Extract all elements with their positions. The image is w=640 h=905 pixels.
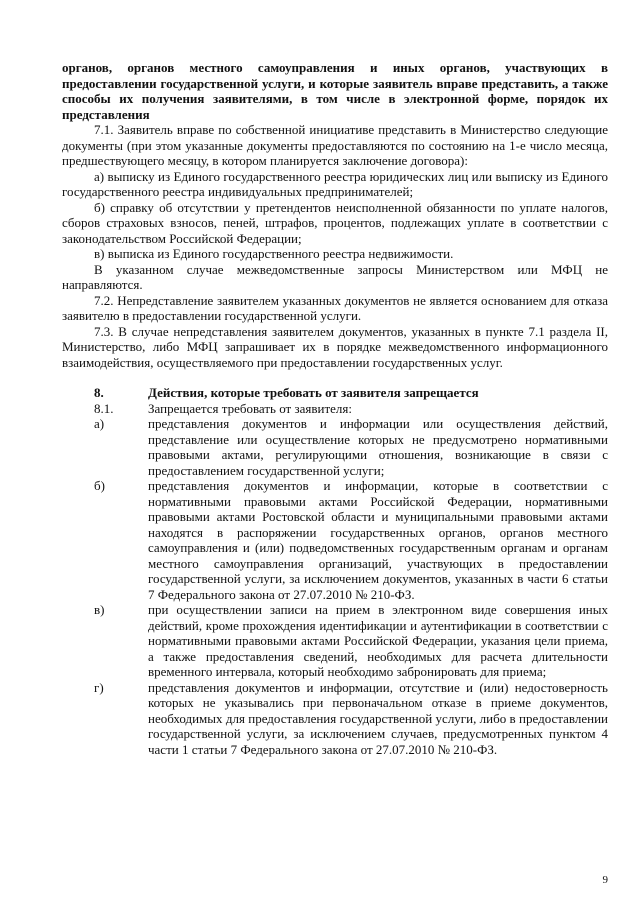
list-label: б)	[94, 478, 105, 493]
prohibited-item-v	[62, 602, 608, 680]
section-spacer	[62, 370, 608, 385]
section-8-number: 8.	[94, 385, 104, 400]
list-label: в)	[94, 602, 105, 617]
subsection-8-1-text: Запрещается требовать от заявителя:	[148, 400, 352, 416]
section-8-title: Действия, которые требовать от заявителя запрещается	[148, 385, 479, 400]
list-text: представления документов и информации или осуществления действий, представление или осуществление которых не предусмотрено нормативными правовыми актами, регулирующими отношения, возникающие в связи с предоставлением государственной услуги;	[148, 416, 608, 478]
paragraph-7-3: 7.3. В случае непредставления заявителем документов, указанных в пункте 7.1 раздела II, Министерство, либо МФЦ запрашивает их в порядке межведомственного информационного взаимодействия, осуществляемого при предоставлении государственных услуг.	[62, 323, 608, 370]
section-8-heading	[62, 385, 608, 401]
subsection-8-1-number: 8.1.	[94, 400, 114, 416]
list-label: г)	[94, 679, 104, 695]
subsection-8-1	[62, 401, 608, 417]
intro-heading: органов, органов местного самоуправления и иных органов, участвующих в предоставлении государственной услуги, и которые заявитель вправе представить, а также способы их получения заявителями, в том числе в электронной форме, порядок их представления	[62, 60, 608, 122]
list-item-b: б) справку об отсутствии у претендентов неисполненной обязанности по уплате налогов, сборов страховых взносов, пеней, штрафов, процентов, подлежащих уплате в соответствии с законодательством Российской Федерации;	[62, 199, 608, 246]
list-item-v: в) выписка из Единого государственного реестра недвижимости.	[94, 246, 454, 261]
list-label: а)	[94, 416, 105, 431]
paragraph-7-1: 7.1. Заявитель вправе по собственной инициативе представить в Министерство следующие документы (при этом указанные документы предоставляются по состоянию на 1-е число месяца, предшествующего месяцу, в котором планируется заключение договора):	[62, 122, 608, 168]
list-item-a: а) выписку из Единого государственного реестра юридических лиц или выписку из Единого государственного реестра индивидуальных предпринимателей;	[62, 168, 608, 199]
list-text: представления документов и информации, которые в соответствии с нормативными правовыми актами Российской Федерации, нормативными правовыми актами Ростовской области и муниципальными правовыми актами находятся в распоряжении государственных органов, органов местного самоуправления и (или) подведомственных государственным органам и органам местного самоуправления организаций, участвующих в предоставлении государственной услуги, за исключением документов, указанных в части 6 статьи 7 Федерального закона от 27.07.2010 № 210-ФЗ.	[148, 478, 608, 602]
paragraph-note: В указанном случае межведомственные запросы Министерством или МФЦ не направляются.	[62, 261, 608, 292]
page-number: 9	[602, 874, 608, 886]
prohibited-item-b	[62, 478, 608, 602]
list-text: при осуществлении записи на прием в электронном виде совершения иных действий, кроме прохождения идентификации и аутентификации в соответствии с нормативными правовыми актами Российской Федерации, указания цели приема, а также предоставления сведений, необходимых для расчета длительности временного интервала, который необходимо забронировать для приема;	[148, 602, 608, 679]
prohibited-item-g	[62, 680, 608, 758]
list-text: представления документов и информации, отсутствие и (или) недостоверность которых не указывались при первоначальном отказе в приеме документов, необходимых для предоставления государственной услуги, либо в предоставлении государственной услуги, за исключением случаев, предусмотренных пунктом 4 части 1 статьи 7 Федерального закона от 27.07.2010 № 210-ФЗ.	[148, 679, 608, 757]
prohibited-item-a	[62, 416, 608, 478]
paragraph-7-2: 7.2. Непредставление заявителем указанных документов не является основанием для отказа заявителю в предоставлении государственной услуги.	[62, 292, 608, 323]
